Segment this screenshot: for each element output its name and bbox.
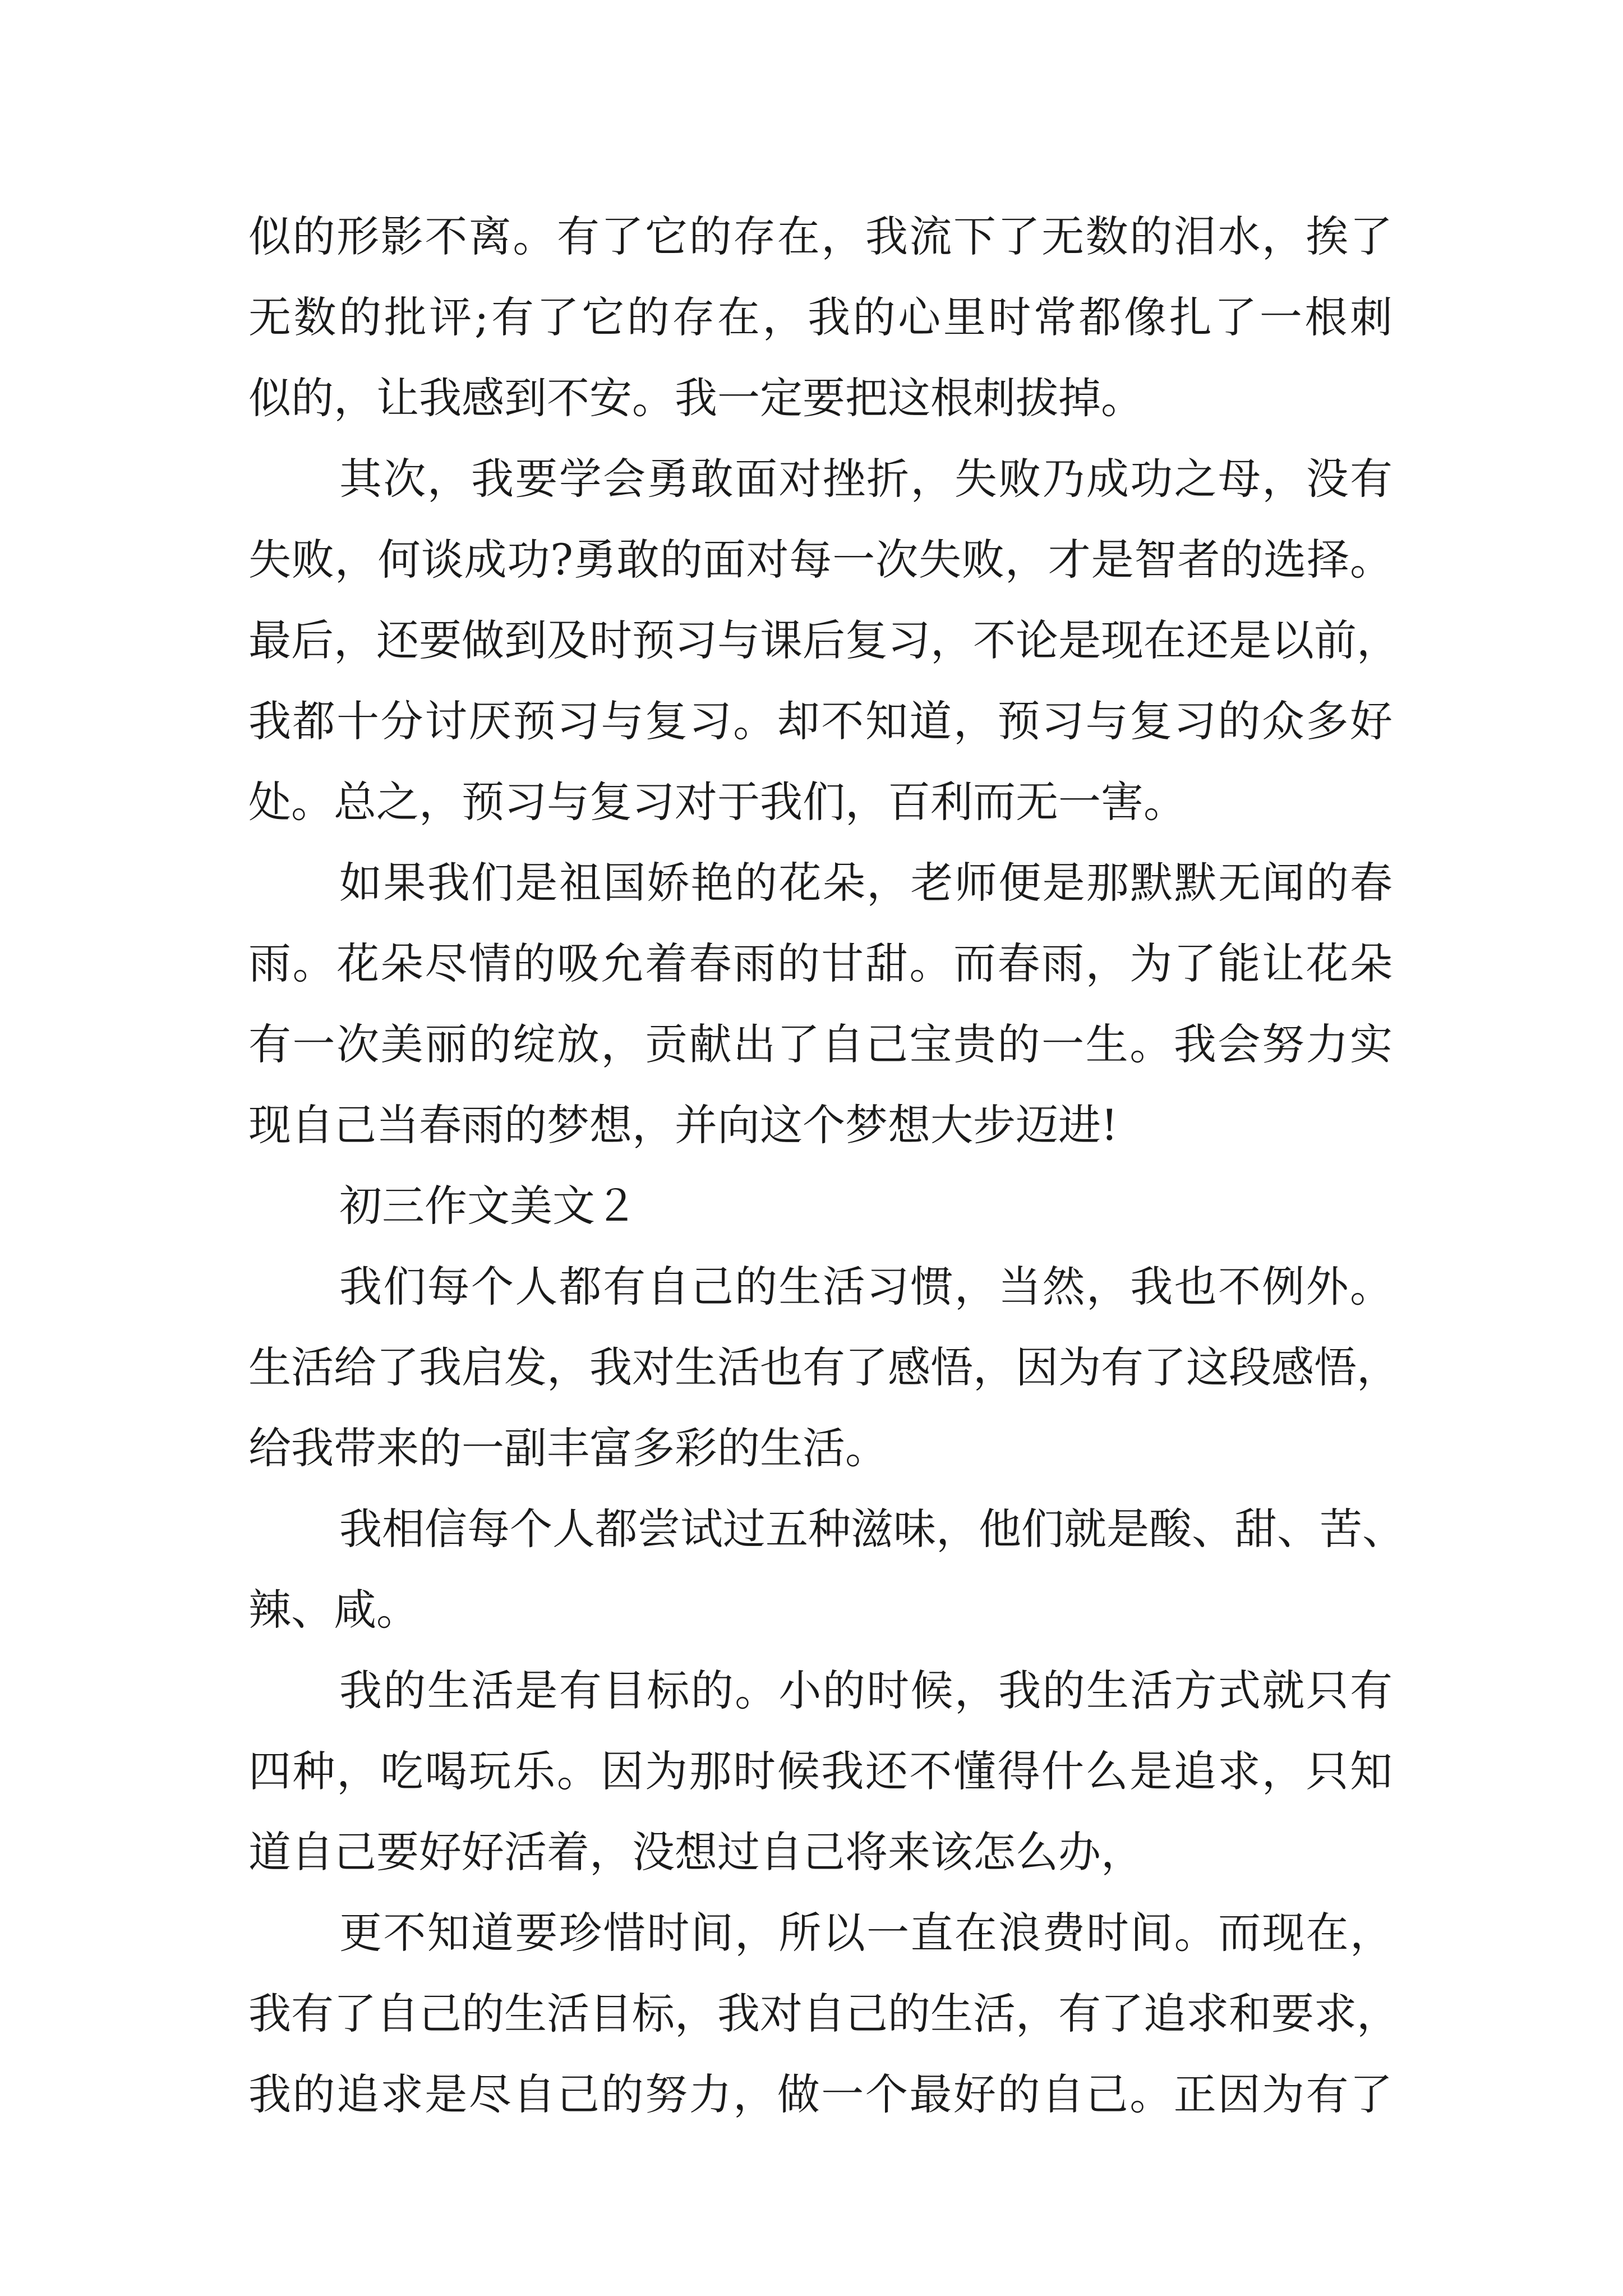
text-line: 更不知道要珍惜时间，所以一直在浪费时间。而现在，: [339, 1908, 1393, 1958]
text-line: 无数的批评;有了它的存在，我的心里时常都像扎了一根刺: [248, 292, 1393, 342]
text-line: 我的生活是有目标的。小的时候，我的生活方式就只有: [339, 1665, 1393, 1715]
text-line: 道自己要好好活着，没想过自己将来该怎么办，: [248, 1827, 1144, 1877]
text-line: 我有了自己的生活目标，我对自己的生活，有了追求和要求，: [248, 1989, 1399, 2039]
text-line: 最后，还要做到及时预习与课后复习，不论是现在还是以前，: [248, 615, 1399, 665]
text-line: 似的，让我感到不安。我一定要把这根刺拔掉。: [248, 373, 1144, 423]
text-line: 雨。花朵尽情的吸允着春雨的甘甜。而春雨，为了能让花朵: [248, 938, 1393, 988]
text-line: 我的追求是尽自己的努力，做一个最好的自己。正因为有了: [248, 2069, 1393, 2119]
text-line: 处。总之，预习与复习对于我们，百利而无一害。: [248, 777, 1186, 827]
text-line: 我都十分讨厌预习与复习。却不知道，预习与复习的众多好: [248, 696, 1393, 746]
text-line: 辣、咸。: [248, 1585, 419, 1635]
text-line: 给我带来的一副丰富多彩的生活。: [248, 1423, 888, 1473]
document-body: [248, 196, 1405, 2135]
text-line: 现自己当春雨的梦想，并向这个梦想大步迈进!: [248, 1100, 1118, 1150]
text-line: 生活给了我启发，我对生活也有了感悟，因为有了这段感悟，: [248, 1342, 1399, 1392]
text-line: 有一次美丽的绽放，贡献出了自己宝贵的一生。我会努力实: [248, 1019, 1393, 1069]
text-line: 似的形影不离。有了它的存在，我流下了无数的泪水，挨了: [248, 211, 1393, 261]
text-line: 四种，吃喝玩乐。因为那时候我还不懂得什么是追求，只知: [248, 1746, 1393, 1796]
text-line: 失败，何谈成功?勇敢的面对每一次失败，才是智者的选择。: [248, 535, 1393, 585]
text-line: 其次，我要学会勇敢面对挫折，失败乃成功之母，没有: [339, 454, 1393, 504]
text-line: 我相信每个人都尝试过五种滋味，他们就是酸、甜、苦、: [339, 1504, 1405, 1554]
section-heading: 初三作文美文２: [339, 1181, 638, 1231]
text-line: 我们每个人都有自己的生活习惯，当然，我也不例外。: [339, 1262, 1393, 1312]
text-line: 如果我们是祖国娇艳的花朵，老师便是那默默无闻的春: [339, 858, 1393, 908]
